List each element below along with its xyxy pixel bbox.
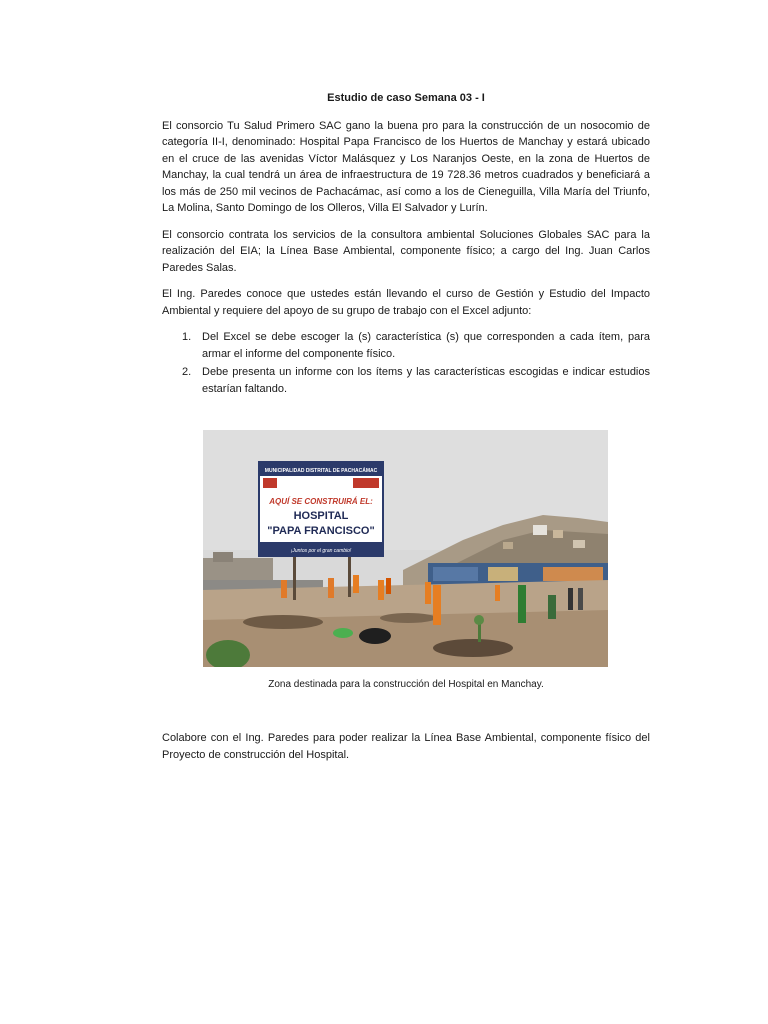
sign-line-1: AQUÍ SE CONSTRUIRÁ EL: (269, 497, 373, 506)
document-title: Estudio de caso Semana 03 - I (327, 92, 485, 104)
document-body (162, 90, 650, 399)
figure-caption: Zona destinada para la construcción del Hospital en Manchay. (268, 679, 544, 690)
paragraph-1: El consorcio Tu Salud Primero SAC gano la buena pro para la construcción de un nosocomio de categoría II-I, denominado: Hospital Papa Francisco de los Huertos de Manchay y estará ubicado en el cruce de las avenidas Víctor Malásquez y Los Naranjos Oeste, en la zona de Huertos de Manchay, la cual tendrá un área de infraestructura de 19 728.36 metros cuadrados y beneficiará a los más de 250 mil vecinos de Pachacámac, así como a los de Cieneguilla, Villa María del Triunfo, La Molina, Santo Domingo de los Olleros, Villa El Salvador y Lurín. (162, 119, 650, 214)
task-text-2: Debe presenta un informe con los ítems y las características escogidas e indicar estudios estarían faltando. (202, 366, 650, 395)
task-item-1 (162, 329, 650, 362)
task-number-2: 2. (182, 366, 192, 378)
task-text-1: Del Excel se debe escoger la (s) característica (s) que corresponden a cada ítem, para armar el informe del componente físico. (202, 331, 650, 360)
sign-header-text: MUNICIPALIDAD DISTRITAL DE PACHACÁMAC (264, 468, 378, 474)
sign-footer-text: ¡Juntos por el gran cambio! (290, 548, 352, 554)
sign-line-2: HOSPITAL (293, 510, 349, 522)
closing-paragraph: Colabore con el Ing. Paredes para poder realizar la Línea Base Ambiental, componente físico del Proyecto de construcción del Hospital. (162, 732, 650, 761)
paragraph-2: El consorcio contrata los servicios de la consultora ambiental Soluciones Globales SAC para la realización del EIA; la Línea Base Ambiental, componente físico; a cargo del Ing. Juan Carlos Paredes Salas. (162, 228, 650, 274)
task-number-1: 1. (182, 331, 192, 343)
photo-illustration (203, 430, 608, 667)
sign-line-3: "PAPA FRANCISCO" (267, 525, 375, 537)
paragraph-3: El Ing. Paredes conoce que ustedes están llevando el curso de Gestión y Estudio del Impacto Ambiental y requiere del apoyo de su grupo de trabajo con el Excel adjunto: (162, 288, 650, 317)
task-list (162, 329, 650, 397)
task-item-2 (162, 364, 650, 397)
hospital-site-photo (203, 430, 608, 667)
